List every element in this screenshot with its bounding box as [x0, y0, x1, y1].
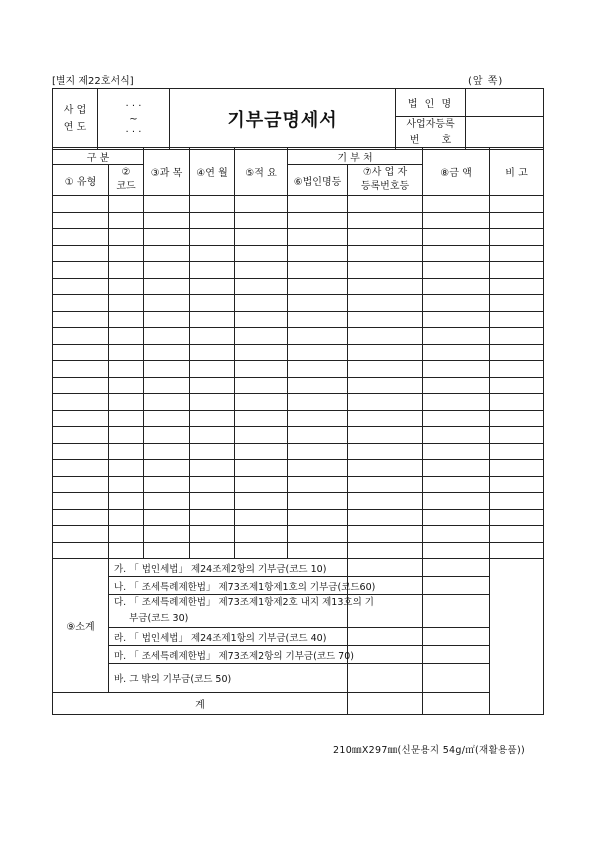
entry-cell[interactable] [490, 476, 544, 493]
period-end-dots: · · · [125, 126, 142, 138]
biz-reg-field[interactable] [466, 117, 544, 150]
entry-cell[interactable] [109, 196, 144, 213]
entry-cell[interactable] [190, 476, 235, 493]
entry-cell[interactable] [235, 229, 288, 246]
subtotal-row [53, 595, 544, 628]
entry-cell[interactable] [144, 394, 190, 411]
entry-cell[interactable] [53, 427, 109, 444]
entry-cell[interactable] [288, 460, 348, 477]
corp-name-field[interactable] [466, 89, 544, 117]
entry-cell[interactable] [288, 245, 348, 262]
table-row [53, 476, 544, 493]
entry-cell[interactable] [53, 196, 109, 213]
entry-cell[interactable] [348, 509, 423, 526]
entry-cell[interactable] [423, 278, 490, 295]
entry-cell[interactable] [490, 427, 544, 444]
entry-cell[interactable] [490, 212, 544, 229]
entry-cell[interactable] [190, 196, 235, 213]
entry-cell[interactable] [190, 212, 235, 229]
entry-cell[interactable] [144, 311, 190, 328]
table-row [53, 262, 544, 279]
table-row [53, 377, 544, 394]
entry-cell[interactable] [235, 344, 288, 361]
entry-cell[interactable] [144, 410, 190, 427]
entry-cell[interactable] [109, 361, 144, 378]
entry-cell[interactable] [109, 295, 144, 312]
total-amount-cell[interactable] [348, 693, 423, 715]
table-row [53, 493, 544, 510]
entry-cell[interactable] [423, 196, 490, 213]
entry-cell[interactable] [423, 245, 490, 262]
subtotal-row [53, 577, 544, 595]
category-label: 나. 「 조세특례제한법」 제73조제1항제1호의 기부금(코드60) [109, 577, 348, 595]
business-year-period[interactable] [98, 89, 170, 150]
table-row [53, 278, 544, 295]
entry-cell[interactable] [109, 229, 144, 246]
category-amount-cell[interactable] [348, 664, 423, 693]
entry-cell[interactable] [190, 278, 235, 295]
entry-cell[interactable] [423, 295, 490, 312]
page-side-label: (앞 쪽) [468, 76, 504, 87]
entry-cell[interactable] [490, 509, 544, 526]
entry-cell[interactable] [423, 262, 490, 279]
entry-cell[interactable] [190, 394, 235, 411]
entry-cell[interactable] [288, 278, 348, 295]
col-summary: ⑤적 요 [235, 148, 288, 196]
entry-cell[interactable] [348, 212, 423, 229]
entry-cell[interactable] [53, 295, 109, 312]
entry-cell[interactable] [235, 526, 288, 543]
entry-cell[interactable] [53, 278, 109, 295]
entry-cell[interactable] [235, 394, 288, 411]
entry-cell[interactable] [288, 212, 348, 229]
page-title: 기부금명세서 [170, 89, 396, 150]
entry-cell[interactable] [490, 542, 544, 559]
entry-cell[interactable] [288, 196, 348, 213]
biz-reg-label-line1: 사업자등록 [406, 119, 455, 130]
entry-cell[interactable] [288, 262, 348, 279]
entry-cell[interactable] [288, 328, 348, 345]
entry-cell[interactable] [423, 311, 490, 328]
entry-cell[interactable] [53, 460, 109, 477]
entry-cell[interactable] [144, 295, 190, 312]
col-amount: ⑧금 액 [423, 148, 490, 196]
entry-cell[interactable] [235, 245, 288, 262]
entry-cell[interactable] [190, 344, 235, 361]
entry-cell[interactable] [288, 311, 348, 328]
entry-cell[interactable] [235, 493, 288, 510]
entry-cell[interactable] [53, 542, 109, 559]
entry-cell[interactable] [348, 476, 423, 493]
entry-cell[interactable] [348, 278, 423, 295]
entry-cell[interactable] [490, 443, 544, 460]
entry-cell[interactable] [348, 394, 423, 411]
entry-cell[interactable] [109, 542, 144, 559]
entry-cell[interactable] [190, 295, 235, 312]
entry-cell[interactable] [190, 460, 235, 477]
entry-cell[interactable] [235, 295, 288, 312]
col-corp-name: ⑥법인명등 [288, 165, 348, 196]
table-row [53, 328, 544, 345]
entry-cell[interactable] [109, 328, 144, 345]
entry-cell[interactable] [190, 262, 235, 279]
entry-cell[interactable] [190, 377, 235, 394]
entry-cell[interactable] [423, 427, 490, 444]
entry-cell[interactable] [235, 212, 288, 229]
col-classification: 구 분 [53, 148, 144, 165]
subtotal-rows [53, 559, 544, 693]
entry-cell[interactable] [144, 443, 190, 460]
entry-cell[interactable] [53, 229, 109, 246]
entry-cell[interactable] [235, 542, 288, 559]
entry-cell[interactable] [144, 526, 190, 543]
total-label: 계 [53, 693, 348, 715]
category-remarks-cell[interactable] [423, 628, 490, 646]
table-row [53, 361, 544, 378]
entry-cell[interactable] [348, 361, 423, 378]
entry-cell[interactable] [190, 493, 235, 510]
entry-cell[interactable] [423, 476, 490, 493]
entry-cell[interactable] [109, 311, 144, 328]
entry-cell[interactable] [235, 278, 288, 295]
entry-cell[interactable] [288, 526, 348, 543]
table-row [53, 542, 544, 559]
entry-cell[interactable] [109, 493, 144, 510]
entry-cell[interactable] [348, 328, 423, 345]
category-label: 바. 그 밖의 기부금(코드 50) [109, 664, 348, 693]
subtotal-row [53, 664, 544, 693]
entry-cell[interactable] [348, 526, 423, 543]
col-donee: 기 부 처 [288, 148, 423, 165]
entry-cell[interactable] [109, 509, 144, 526]
category-remarks-cell[interactable] [423, 559, 490, 577]
table-row [53, 394, 544, 411]
table-row [53, 212, 544, 229]
entry-cell[interactable] [288, 229, 348, 246]
entry-cell[interactable] [235, 377, 288, 394]
table-row [53, 460, 544, 477]
entry-cell[interactable] [109, 526, 144, 543]
entry-cell[interactable] [190, 229, 235, 246]
entry-cell[interactable] [288, 509, 348, 526]
col-remarks: 비 고 [490, 148, 544, 196]
entry-cell[interactable] [235, 196, 288, 213]
entry-cell[interactable] [490, 328, 544, 345]
table-row [53, 196, 544, 213]
entry-cell[interactable] [348, 344, 423, 361]
category-amount-cell[interactable] [348, 646, 423, 664]
biz-reg-label-line2: 번 호 [409, 135, 452, 146]
entry-cell[interactable] [109, 377, 144, 394]
entry-cell[interactable] [144, 262, 190, 279]
category-remarks-cell[interactable] [423, 646, 490, 664]
entry-cell[interactable] [490, 311, 544, 328]
category-label: 마. 「 조세특례제한법」 제73조제2항의 기부금(코드 70) [109, 646, 348, 664]
entry-cell[interactable] [490, 229, 544, 246]
entry-cell[interactable] [109, 344, 144, 361]
entry-cell[interactable] [490, 377, 544, 394]
category-remarks-cell[interactable] [423, 664, 490, 693]
entry-cell[interactable] [288, 542, 348, 559]
entry-cell[interactable] [490, 344, 544, 361]
table-row [53, 410, 544, 427]
entry-cell[interactable] [53, 361, 109, 378]
entry-cell[interactable] [288, 344, 348, 361]
entry-cell[interactable] [190, 361, 235, 378]
col-date: ④연 월 [190, 148, 235, 196]
entry-cell[interactable] [423, 377, 490, 394]
entry-cell[interactable] [109, 460, 144, 477]
entry-cell[interactable] [53, 526, 109, 543]
subtotal-row [53, 628, 544, 646]
category-remarks-cell[interactable] [423, 595, 490, 628]
entry-cell[interactable] [235, 262, 288, 279]
entry-cell[interactable] [190, 328, 235, 345]
entry-cell[interactable] [423, 410, 490, 427]
subtotal-row [53, 559, 544, 577]
entry-cell[interactable] [348, 245, 423, 262]
period-start-dots: · · · [125, 100, 142, 112]
entry-cell[interactable] [190, 443, 235, 460]
entry-cell[interactable] [490, 526, 544, 543]
entry-cell[interactable] [348, 443, 423, 460]
entry-cell[interactable] [144, 476, 190, 493]
entry-cell[interactable] [348, 460, 423, 477]
donation-table [52, 147, 544, 715]
entry-cell[interactable] [490, 460, 544, 477]
entry-cell[interactable] [235, 460, 288, 477]
entry-cell[interactable] [288, 377, 348, 394]
category-remarks-cell[interactable] [423, 577, 490, 595]
entry-cell[interactable] [423, 212, 490, 229]
entry-cell[interactable] [235, 361, 288, 378]
entry-cell[interactable] [53, 328, 109, 345]
entry-cell[interactable] [109, 394, 144, 411]
table-row [53, 229, 544, 246]
entry-cell[interactable] [109, 262, 144, 279]
entry-cell[interactable] [235, 410, 288, 427]
entry-cell[interactable] [53, 311, 109, 328]
header-table [52, 88, 544, 150]
entry-cell[interactable] [235, 311, 288, 328]
corp-name-label: 법 인 명 [396, 89, 466, 117]
entry-cell[interactable] [288, 295, 348, 312]
entry-cell[interactable] [109, 278, 144, 295]
category-amount-cell[interactable] [348, 628, 423, 646]
subtotal-row [53, 646, 544, 664]
entry-cell[interactable] [53, 493, 109, 510]
table-row [53, 526, 544, 543]
entry-cell[interactable] [190, 509, 235, 526]
entry-cell[interactable] [423, 328, 490, 345]
entry-cell[interactable] [53, 212, 109, 229]
entry-cell[interactable] [490, 493, 544, 510]
col-type: ① 유형 [53, 165, 109, 196]
entry-cell[interactable] [348, 196, 423, 213]
entry-cell[interactable] [144, 377, 190, 394]
entry-cell[interactable] [53, 245, 109, 262]
entry-cell[interactable] [53, 443, 109, 460]
total-remarks-cell[interactable] [423, 693, 490, 715]
category-amount-cell[interactable] [348, 559, 423, 577]
entry-cell[interactable] [53, 344, 109, 361]
entry-cell[interactable] [53, 394, 109, 411]
entry-cell[interactable] [109, 443, 144, 460]
entry-cell[interactable] [490, 295, 544, 312]
entry-cell[interactable] [53, 377, 109, 394]
entry-cell[interactable] [423, 509, 490, 526]
entry-cell[interactable] [288, 476, 348, 493]
entry-cell[interactable] [288, 410, 348, 427]
entry-cell[interactable] [109, 212, 144, 229]
entry-cell[interactable] [109, 476, 144, 493]
entry-cell[interactable] [423, 526, 490, 543]
entry-cell[interactable] [348, 311, 423, 328]
entry-cell[interactable] [288, 443, 348, 460]
entry-cell[interactable] [53, 262, 109, 279]
table-row [53, 344, 544, 361]
entry-cell[interactable] [490, 262, 544, 279]
form-number: [별지 제22호서식] [52, 76, 134, 87]
col-biz-reg-no: ⑦사 업 자 등록번호등 [348, 165, 423, 196]
entry-cell[interactable] [288, 493, 348, 510]
entry-cell[interactable] [190, 526, 235, 543]
entry-cell[interactable] [235, 509, 288, 526]
entry-cell[interactable] [235, 328, 288, 345]
entry-cell[interactable] [423, 542, 490, 559]
entry-cell[interactable] [144, 460, 190, 477]
entry-cell[interactable] [144, 361, 190, 378]
entry-cell[interactable] [144, 328, 190, 345]
entry-cell[interactable] [53, 410, 109, 427]
entry-cell[interactable] [144, 427, 190, 444]
entry-cell[interactable] [190, 245, 235, 262]
period-tilde: ~ [129, 113, 138, 125]
entry-cell[interactable] [144, 509, 190, 526]
entry-cell[interactable] [235, 476, 288, 493]
entry-cell[interactable] [190, 311, 235, 328]
table-row [53, 427, 544, 444]
paper-spec: 210㎜X297㎜(신문용지 54g/㎡(재활용품)) [333, 745, 525, 756]
table-row [53, 295, 544, 312]
category-label: 다. 「 조세특례제한법」 제73조제1항제2호 내지 제13호의 기 부금(코드 30) [109, 595, 348, 628]
entry-cell[interactable] [288, 394, 348, 411]
col-subject: ③과 목 [144, 148, 190, 196]
entry-cell[interactable] [109, 427, 144, 444]
entry-cell[interactable] [348, 410, 423, 427]
entry-cell[interactable] [144, 229, 190, 246]
entry-cell[interactable] [423, 460, 490, 477]
entry-cell[interactable] [190, 410, 235, 427]
entry-cell[interactable] [423, 361, 490, 378]
entry-cell[interactable] [235, 427, 288, 444]
entry-cell[interactable] [144, 493, 190, 510]
entry-cell[interactable] [490, 394, 544, 411]
entry-cell[interactable] [144, 344, 190, 361]
table-row [53, 245, 544, 262]
subtotal-label: ⑨소계 [53, 559, 109, 693]
entry-cell[interactable] [144, 245, 190, 262]
entry-cell[interactable] [348, 262, 423, 279]
entry-cell[interactable] [348, 377, 423, 394]
entry-cell[interactable] [144, 212, 190, 229]
entry-cell[interactable] [490, 196, 544, 213]
table-row [53, 311, 544, 328]
entry-cell[interactable] [490, 245, 544, 262]
entry-cell[interactable] [423, 229, 490, 246]
entry-cell[interactable] [144, 278, 190, 295]
entry-cell[interactable] [190, 542, 235, 559]
entry-cell[interactable] [53, 509, 109, 526]
biz-reg-label [396, 117, 466, 150]
entry-cell[interactable] [144, 542, 190, 559]
entry-cell[interactable] [53, 476, 109, 493]
table-row [53, 443, 544, 460]
entry-rows [53, 196, 544, 559]
entry-cell[interactable] [348, 427, 423, 444]
entry-cell[interactable] [288, 361, 348, 378]
entry-cell[interactable] [348, 542, 423, 559]
entry-cell[interactable] [423, 443, 490, 460]
entry-cell[interactable] [423, 344, 490, 361]
entry-cell[interactable] [423, 394, 490, 411]
category-label: 라. 「 법인세법」 제24조제1항의 기부금(코드 40) [109, 628, 348, 646]
category-label: 가. 「 법인세법」 제24조제2항의 기부금(코드 10) [109, 559, 348, 577]
entry-cell[interactable] [235, 443, 288, 460]
business-year-label: 사 업 연 도 [53, 89, 98, 150]
col-code: ② 코드 [109, 165, 144, 196]
entry-cell[interactable] [490, 410, 544, 427]
entry-cell[interactable] [348, 493, 423, 510]
entry-cell[interactable] [144, 196, 190, 213]
entry-cell[interactable] [348, 295, 423, 312]
entry-cell[interactable] [348, 229, 423, 246]
entry-cell[interactable] [190, 427, 235, 444]
entry-cell[interactable] [423, 493, 490, 510]
entry-cell[interactable] [490, 278, 544, 295]
entry-cell[interactable] [490, 361, 544, 378]
table-row [53, 509, 544, 526]
entry-cell[interactable] [288, 427, 348, 444]
entry-cell[interactable] [109, 410, 144, 427]
entry-cell[interactable] [109, 245, 144, 262]
